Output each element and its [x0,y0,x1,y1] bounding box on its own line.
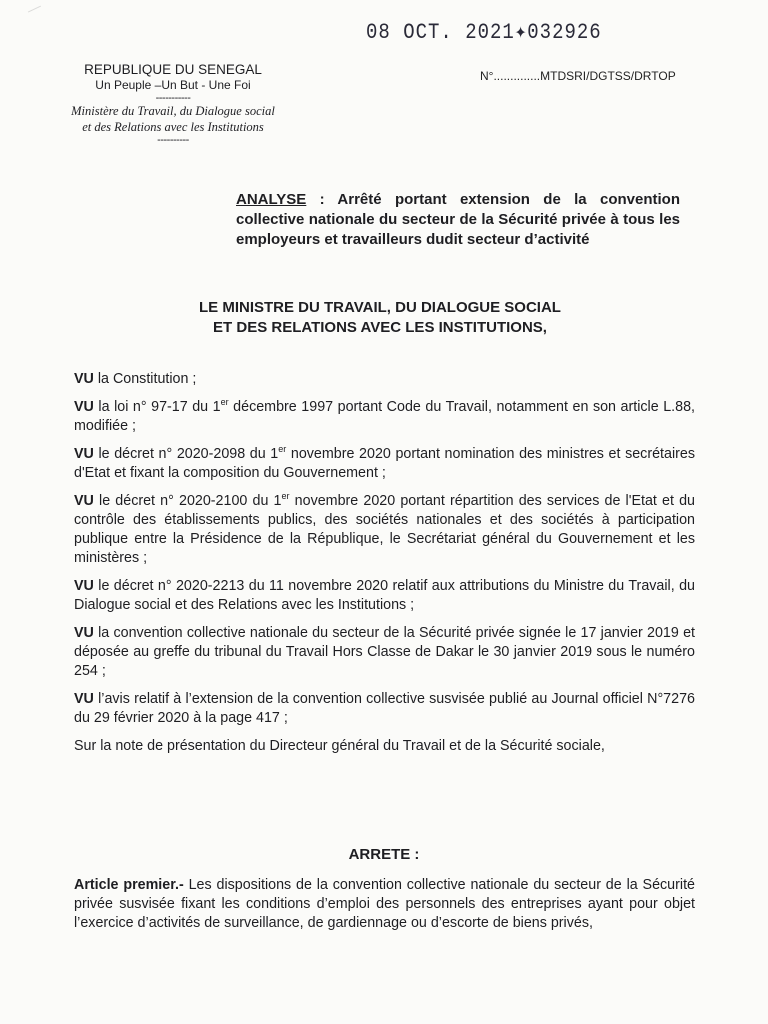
consideration-text: le décret n° 2020-2098 du 1 [93,446,279,462]
minister-title [100,298,660,338]
consideration-convention [74,624,695,681]
consideration-constitution [74,370,695,389]
consideration-labour-code [74,398,695,436]
vu-label: VU [74,399,94,415]
minister-title-line1: LE MINISTRE DU TRAVAIL, DU DIALOGUE SOCIAL [199,299,561,316]
consideration-text: novembre 2020 portant répartition des services de l'Etat et du contrôle des établissements publics, des sociétés nationales et des sociétés à participation publique entre la Présidence de la République, le Secrétariat général du Gouvernement et les ministères ; [74,493,695,566]
consideration-text: le décret n° 2020-2213 du 11 novembre 2020 relatif aux attributions du Ministre du Travail, du Dialogue social et des Relations avec les Institutions ; [74,578,695,613]
considerations [74,370,695,765]
national-motto: Un Peuple –Un But - Une Foi [95,78,251,92]
vu-label: VU [74,578,94,594]
ordinal-sup: er [278,444,287,455]
consideration-decree-2098 [74,445,695,483]
scan-mark [28,6,46,24]
vu-label: VU [74,625,94,641]
letterhead [52,62,294,145]
analyse-text: : Arrêté portant extension de la convention collective nationale du secteur de la Sécurité privée à tous les employeurs et travailleurs dudit secteur d’activité [236,191,680,248]
republic-name: REPUBLIQUE DU SENEGAL [84,62,262,77]
vu-label: VU [74,493,94,509]
consideration-text: la loi n° 97-17 du 1 [93,399,221,415]
arrete-heading: ARRETE : [348,846,420,863]
received-date-stamp: 08 OCT. 2021✦032926 [366,19,602,45]
separator: ----------- [155,92,191,104]
vu-label: VU [74,691,94,707]
analyse-label: ANALYSE [236,191,307,208]
consideration-decree-2213 [74,577,695,615]
article-premier [74,876,695,933]
presentation-note: Sur la note de présentation du Directeur général du Travail et de la Sécurité sociale, [74,738,605,754]
article-text: Les dispositions de la convention collective nationale du secteur de la Sécurité privée susvisée fixant les conditions d’emploi des personnels des entreprises ayant pour objet l’exercice d’activités de surveillance, de gardiennage ou d’escorte de biens privés, [74,877,695,931]
consideration-text: novembre 2020 portant nomination des ministres et secrétaires d'Etat et fixant la composition du Gouvernement ; [74,446,695,481]
consideration-text: décembre 1997 portant Code du Travail, notamment en son article L.88, modifiée ; [74,399,696,434]
consideration-text: la convention collective nationale du secteur de la Sécurité privée signée le 17 janvier 2019 et déposée au greffe du tribunal du Travail Hors Classe de Dakar le 30 janvier 2019 sous le numéro 254 ; [74,625,695,679]
article-lead: Article premier.- [74,877,184,893]
consideration-text: le décret n° 2020-2100 du 1 [93,493,282,509]
ministry-name-line2: et des Relations avec les Institutions [82,120,264,134]
minister-title-line2: ET DES RELATIONS AVEC LES INSTITUTIONS, [213,319,547,336]
analyse-summary [236,190,680,250]
ministry-name-line1: Ministère du Travail, du Dialogue social [71,104,275,118]
consideration-decree-2100 [74,492,695,568]
reference-number: N°..............MTDSRI/DGTSS/DRTOP [480,69,676,83]
vu-label: VU [74,371,94,387]
consideration-text: la Constitution ; [93,371,197,387]
consideration-text: l’avis relatif à l’extension de la convention collective susvisée publié au Journal officiel N°7276 du 29 février 2020 à la page 417 ; [74,691,695,726]
consideration-avis [74,690,695,728]
separator: ---------- [157,134,189,146]
vu-label: VU [74,446,94,462]
ordinal-sup: er [281,491,290,502]
ordinal-sup: er [220,397,229,408]
